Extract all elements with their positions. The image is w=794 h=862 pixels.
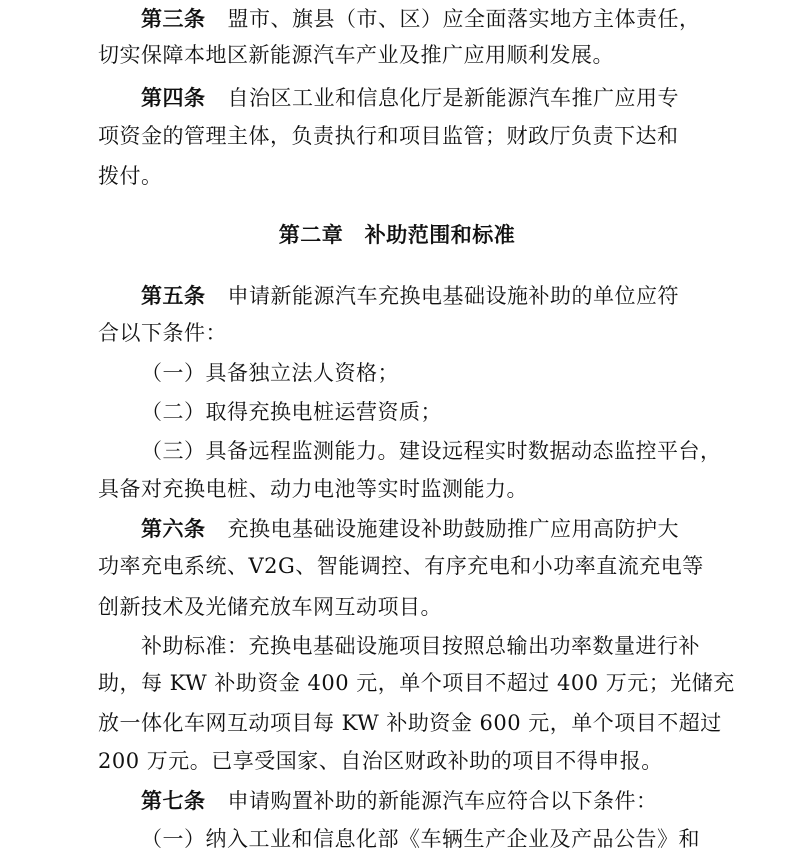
- article-3-line-1: [141, 0, 701, 38]
- article-3-label: 第三条: [141, 7, 206, 31]
- article-5-label: 第五条: [141, 284, 206, 308]
- article-5-item-3-line-2: 具备对充换电桩、动力电池等实时监测能力。: [98, 477, 528, 501]
- article-6-standard-line-1: 补助标准：充换电基础设施项目按照总输出功率数量进行补: [141, 634, 700, 658]
- article-4-line-1: [141, 79, 697, 117]
- article-6-standard-line-3: 放一体化车网互动项目每 KW 补助资金 600 元，单个项目不超过: [98, 711, 722, 735]
- chapter-2-heading: 第二章 补助范围和标准: [278, 223, 516, 247]
- article-6-text-1: 充换电基础设施建设补助鼓励推广应用高防护大: [227, 517, 679, 541]
- article-5-item-1: （一）具备独立法人资格；: [141, 361, 399, 385]
- article-5-text-1: 申请新能源汽车充换电基础设施补助的单位应符: [227, 284, 679, 308]
- article-5-line-1: [141, 277, 697, 315]
- article-4-text-1: 自治区工业和信息化厅是新能源汽车推广应用专: [227, 86, 679, 110]
- article-6-standard-line-2: 助，每 KW 补助资金 400 元，单个项目不超过 400 万元；光储充: [98, 671, 735, 695]
- article-6-standard-line-4: 200 万元。已享受国家、自治区财政补助的项目不得申报。: [98, 749, 663, 773]
- article-5-line-2: 合以下条件：: [98, 321, 227, 345]
- article-5-item-2: （二）取得充换电桩运营资质；: [141, 400, 442, 424]
- article-7-item-1-line-1: （一）纳入工业和信息化部《车辆生产企业及产品公告》和: [141, 827, 700, 851]
- article-7-label: 第七条: [141, 789, 206, 813]
- article-3-text-1: 盟市、旗县（市、区）应全面落实地方主体责任，: [227, 7, 701, 31]
- article-7-line-1: [141, 782, 697, 820]
- article-3-line-2: 切实保障本地区新能源汽车产业及推广应用顺利发展。: [98, 43, 614, 67]
- article-6-line-2: 功率充电系统、V2G、智能调控、有序充电和小功率直流充电等: [98, 554, 704, 578]
- article-6-label: 第六条: [141, 517, 206, 541]
- article-5-item-3-line-1: （三）具备远程监测能力。建设远程实时数据动态监控平台，: [141, 439, 722, 463]
- article-4-line-3: 拨付。: [98, 164, 163, 188]
- article-6-line-1: [141, 510, 697, 548]
- article-4-label: 第四条: [141, 86, 206, 110]
- article-7-text-1: 申请购置补助的新能源汽车应符合以下条件：: [227, 789, 658, 813]
- article-6-line-3: 创新技术及光储充放车网互动项目。: [98, 595, 442, 619]
- article-4-line-2: 项资金的管理主体，负责执行和项目监管；财政厅负责下达和: [98, 124, 679, 148]
